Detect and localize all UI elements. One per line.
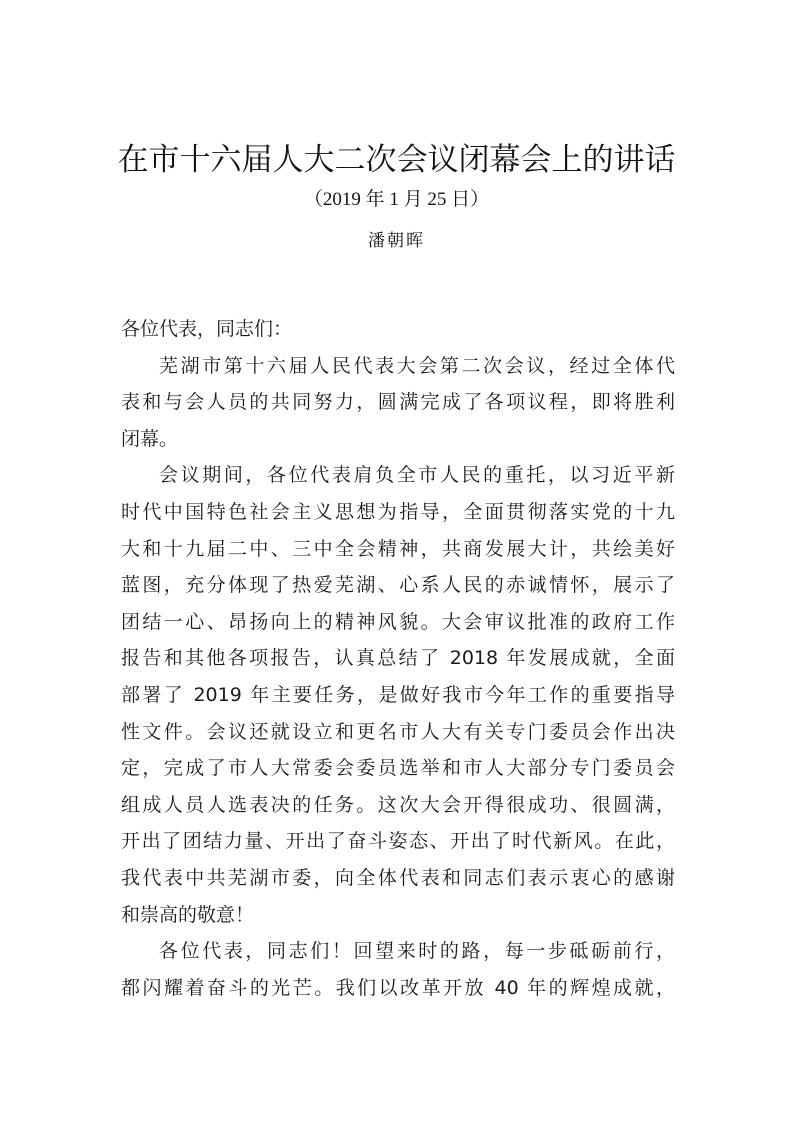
text-line: 报告和其他各项报告，认真总结了 2018 年发展成就，全面 <box>121 647 675 670</box>
text-line: 闭幕。 <box>121 427 179 450</box>
paragraph-2 <box>121 457 675 933</box>
text-line: 和崇高的敬意！ <box>121 903 255 926</box>
text-line: 蓝图，充分体现了热爱芜湖、心系人民的赤诚情怀，展示了 <box>121 574 675 597</box>
document-title: 在市十六届人大二次会议闭幕会上的讲话 <box>117 142 676 178</box>
text-line: 团结一心、昂扬向上的精神风貌。大会审议批准的政府工作 <box>121 610 675 633</box>
text-line: 性文件。会议还就设立和更名市人大有关专门委员会作出决 <box>121 720 675 743</box>
text-line: 我代表中共芜湖市委，向全体代表和同志们表示衷心的感谢 <box>121 866 675 889</box>
text-line: 各位代表，同志们！回望来时的路，每一步砥砺前行， <box>159 940 675 963</box>
text-line: 部署了 2019 年主要任务，是做好我市今年工作的重要指导 <box>121 683 675 706</box>
speaker-name: 潘朝晖 <box>368 231 425 251</box>
text-line: 大和十九届二中、三中全会精神，共商发展大计，共绘美好 <box>121 537 675 560</box>
text-line: 会议期间，各位代表肩负全市人民的重托，以习近平新 <box>159 464 675 487</box>
text-line: 芜湖市第十六届人民代表大会第二次会议，经过全体代 <box>159 354 675 377</box>
document-body <box>121 311 675 1006</box>
paragraph-3 <box>121 933 675 1006</box>
text-line: 开出了团结力量、开出了奋斗姿态、开出了时代新风。在此， <box>121 830 675 853</box>
text-line: 时代中国特色社会主义思想为指导，全面贯彻落实党的十九 <box>121 500 675 523</box>
text-line: 组成人员人选表决的任务。这次大会开得很成功、很圆满， <box>121 793 675 816</box>
text-line: 表和与会人员的共同努力，圆满完成了各项议程，即将胜利 <box>121 391 675 414</box>
speech-date: （2019 年 1 月 25 日） <box>303 189 490 210</box>
paragraph-1 <box>121 348 675 458</box>
salutation: 各位代表，同志们： <box>121 318 293 340</box>
text-line: 都闪耀着奋斗的光芒。我们以改革开放 40 年的辉煌成就， <box>121 976 675 999</box>
text-line: 定，完成了市人大常委会委员选举和市人大部分专门委员会 <box>121 757 675 780</box>
